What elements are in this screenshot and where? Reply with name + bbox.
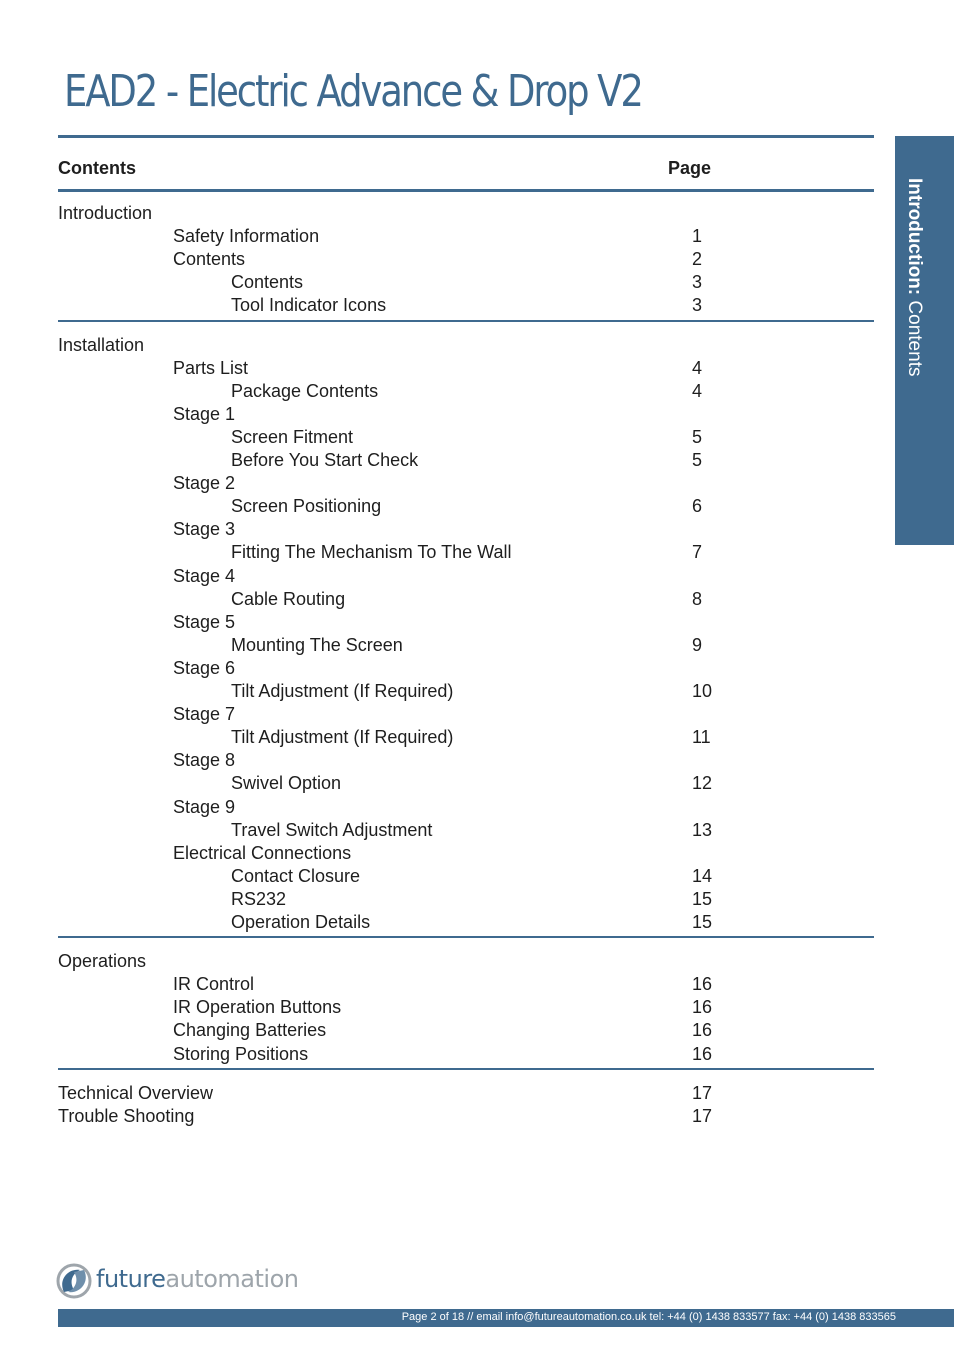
toc-entry: Contents [173,249,246,270]
logo-word-future: future [96,1265,166,1293]
toc-page-number: 4 [692,380,703,401]
page-heading: Page [668,158,712,178]
toc-entry: Cable Routing [231,588,346,609]
toc-entry: Stage 7 [173,704,236,725]
toc-entry: RS232 [231,888,287,909]
toc-entry: Trouble Shooting [58,1105,195,1126]
toc-entry: Tilt Adjustment (If Required) [231,727,454,748]
side-tab-label [903,178,925,376]
toc-entry: Mounting The Screen [231,634,403,655]
toc-section-title: Introduction [58,203,153,223]
document-title: EAD2 - Electric Advance & Drop V2 [64,66,642,117]
toc-page-number: 5 [692,426,703,447]
toc-entry: Stage 1 [173,403,236,424]
future-automation-logo [56,1262,299,1302]
toc-entry: Operation Details [231,912,371,932]
toc-entry: Stage 3 [173,519,236,540]
toc-entry: Stage 8 [173,750,236,771]
section-divider [58,320,874,322]
toc-entry: Stage 4 [173,565,236,586]
toc-page-number: 16 [692,1043,713,1064]
toc-page-number: 6 [692,496,703,517]
toc-entry: Contact Closure [231,865,361,886]
toc-entry: Stage 2 [173,473,236,494]
toc-entry: Travel Switch Adjustment [231,819,433,840]
toc-page-number: 15 [692,912,713,932]
toc-entry: Screen Fitment [231,426,354,447]
toc-entry: Swivel Option [231,773,342,794]
toc-page-number: 3 [692,295,703,316]
toc-section-title: Installation [58,334,145,355]
toc-page-number: 9 [692,634,703,655]
side-tab-page: Contents [904,300,925,377]
toc-page-number: 8 [692,588,703,609]
toc-entry: IR Control [173,974,255,995]
toc-page-number: 10 [692,681,713,701]
toc-page-number: 5 [692,450,703,470]
toc-page-number: 3 [692,272,703,293]
toc-entry: Storing Positions [173,1043,309,1064]
toc-entry: Before You Start Check [231,450,419,470]
toc-page-number: 2 [692,249,703,270]
toc-entry: Contents [231,272,304,293]
toc-page-number: 17 [692,1105,713,1126]
toc-page-number: 13 [692,819,713,840]
toc-entry: Electrical Connections [173,842,352,863]
toc-entry: Parts List [173,357,249,378]
footer-bar [58,1309,954,1327]
swirl-logo-icon [56,1262,92,1300]
logo-word-automation: automation [165,1265,299,1293]
toc-page-number: 17 [692,1082,713,1103]
footer-text: Page 2 of 18 // email info@futureautomation.co.uk tel: +44 (0) 1438 833577 fax: +44 (0) 1438 833565 [401,1311,896,1323]
toc-entry: Fitting The Mechanism To The Wall [231,542,512,563]
toc-page-number: 1 [692,226,703,247]
section-divider [58,936,874,938]
side-tab [895,136,954,545]
toc-page-number: 14 [692,865,713,886]
logo-wordmark [96,1265,298,1293]
toc-page-number: 15 [692,888,713,909]
toc-page-number: 12 [692,773,713,794]
toc-page-number: 7 [692,542,703,563]
toc-page-number: 16 [692,1020,713,1041]
toc-entry: Stage 6 [173,657,236,678]
toc-page-number: 4 [692,357,703,378]
top-rule [58,135,874,138]
toc-page-number: 16 [692,997,713,1018]
side-tab-section: Introduction: [904,178,925,296]
toc-entry: Tilt Adjustment (If Required) [231,681,454,701]
toc-section-title: Operations [58,951,147,972]
section-divider [58,1068,874,1070]
contents-heading: Contents [58,158,136,178]
toc-page-number: 11 [692,727,711,748]
toc-entry: Safety Information [173,226,320,247]
toc-entry: Stage 9 [173,796,236,817]
header-rule [58,189,874,192]
toc-entry: Stage 5 [173,611,236,632]
toc-entry: Tool Indicator Icons [231,295,387,316]
toc-entry: Screen Positioning [231,496,382,517]
toc-entry: Changing Batteries [173,1020,327,1041]
toc-entry: Package Contents [231,380,379,401]
toc-entry: Technical Overview [58,1082,214,1103]
toc-entry: IR Operation Buttons [173,997,342,1018]
toc-page-number: 16 [692,974,713,995]
